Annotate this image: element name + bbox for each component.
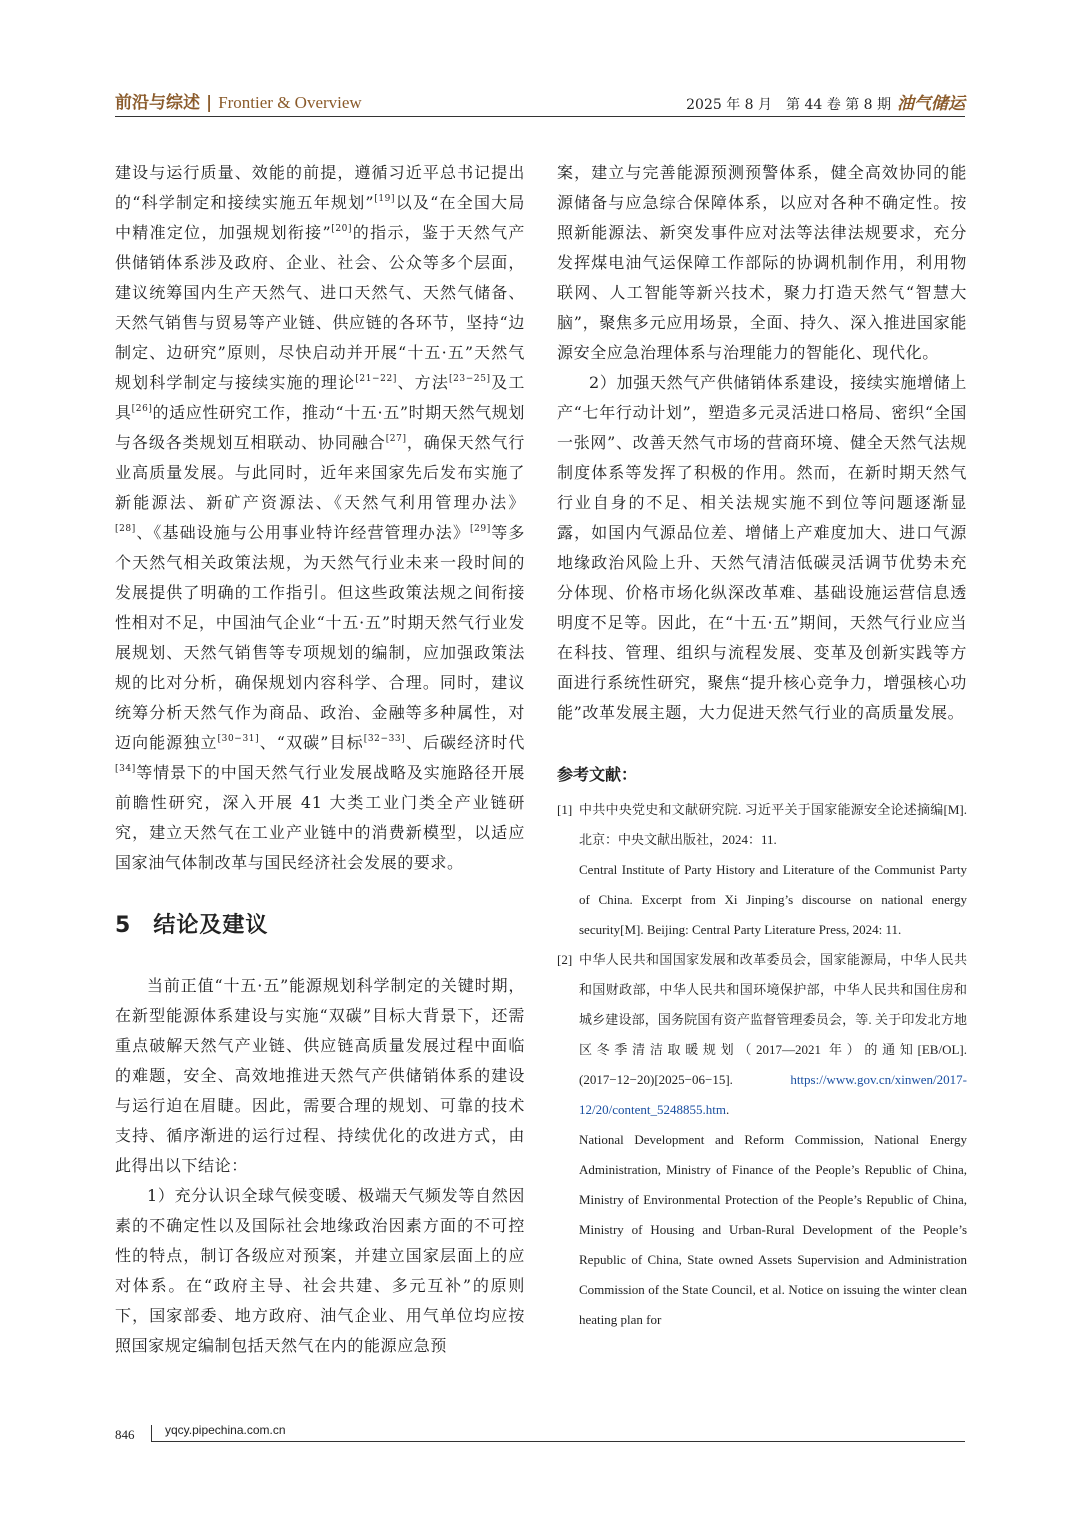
citation[interactable]: [20] xyxy=(331,224,353,234)
footer-divider xyxy=(151,1425,152,1441)
reference-text-cn: 中华人民共和国国家发展和改革委员会，国家能源局，中华人民共和国财政部，中华人民共和国环境保护部，中华人民共和国住房和城乡建设部，国务院国有资产监督管理委员会，等. 关于印发北方地区冬季清洁取暖规划（2017—2021 年）的通知[EB/OL]. (2017−12−20)[2025−06−15]. https://www.gov.cn/xinwen/2017-12/20/content_5248855.htm. xyxy=(579,952,967,1117)
reference-text-en: National Development and Reform Commission, National Energy Administration, Ministry of Finance of the People’s Republic of China, Ministry of Environmental Protection of the People’s Republic of China, Ministry of Housing and Urban-Rural Development of the People’s Republic of China, State owned Assets Supervision and Administration Commission of the State Council, et al. Notice on issuing the winter clean heating plan for xyxy=(579,1132,967,1327)
header-issue-info xyxy=(686,89,965,114)
journal-logo: 油气储运 xyxy=(897,94,965,114)
body-paragraph: 当前正值“十五·五”能源规划科学制定的关键时期，在新型能源体系建设与实施“双碳”目标大背景下，还需重点破解天然气产业链、供应链高质量发展过程中面临的难题，安全、高效地推进天然气产供储销体系的建设与运行迫在眉睫。因此，需要合理的规划、可靠的技术支持、循序渐进的运行过程、持续优化的改进方式，由此得出以下结论： xyxy=(115,976,525,1175)
body-paragraph: 建设与运行质量、效能的前提，遵循习近平总书记提出的“科学制定和接续实施五年规划”[19]以及“在全国大局中精准定位，加强规划衔接”[20]的指示，鉴于天然气产供储销体系涉及政府、企业、社会、公众等多个层面，建议统筹国内生产天然气、进口天然气、天然气储备、天然气销售与贸易等产业链、供应链的各环节，坚持“边制定、边研究”原则，尽快启动并开展“十五·五”天然气规划科学制定与接续实施的理论[21−22]、方法[23−25]及工具[26]的适应性研究工作，推动“十五·五”时期天然气规划与各级各类规划互相联动、协同融合[27]，确保天然气行业高质量发展。与此同时，近年来国家先后发布实施了新能源法、新矿产资源法、《天然气利用管理办法》[28]、《基础设施与公用事业特许经营管理办法》[29]等多个天然气相关政策法规，为天然气行业未来一段时间的发展提供了明确的工作指引。但这些政策法规之间衔接性相对不足，中国油气企业“十五·五”时期天然气行业发展规划、天然气销售等专项规划的编制，应加强政策法规的比对分析，确保规划内容科学、合理。同时，建议统筹分析天然气作为商品、政治、金融等多种属性，对迈向能源独立[30−31]、“双碳”目标[32−33]、后碳经济时代[34]等情景下的中国天然气行业发展战略及实施路径开展前瞻性研究，深入开展 41 大类工业门类全产业链研究，建立天然气在工业产业链中的消费新模型，以适应国家油气体制改革与国民经济社会发展的要求。 xyxy=(115,163,526,872)
citation[interactable]: [30−31] xyxy=(217,734,260,744)
citation[interactable]: [26] xyxy=(131,404,153,414)
section-name-cn: 前沿与综述 xyxy=(115,93,200,113)
reference-item xyxy=(557,795,967,945)
reference-number: [2] xyxy=(557,952,573,967)
citation[interactable]: [34] xyxy=(115,764,136,774)
body-paragraph: 2）加强天然气产供储销体系建设，接续实施增储上产“七年行动计划”，塑造多元灵活进口格局、密织“全国一张网”、改善天然气市场的营商环境、健全天然气法规制度体系等发挥了积极的作用。然而，在新时期天然气行业自身的不足、相关法规实施不到位等问题逐渐显露，如国内气源品位差、增储上产难度加大、进口气源地缘政治风险上升、天然气清洁低碳灵活调节优势未充分体现、价格市场化纵深改革难、基础设施运营信息透明度不足等。因此，在“十五·五”期间，天然气行业应当在科技、管理、组织与流程发展、变革及创新实践等方面进行系统性研究，聚焦“提升核心竞争力，增强核心功能”改革发展主题，大力促进天然气行业的高质量发展。 xyxy=(557,373,967,722)
section-title: 结论及建议 xyxy=(153,913,269,938)
citation[interactable]: [29] xyxy=(469,524,491,534)
citation[interactable]: [21−22] xyxy=(355,374,397,384)
right-column xyxy=(557,158,967,1335)
citation[interactable]: [27] xyxy=(385,434,407,444)
section-number: 5 xyxy=(115,913,132,938)
body-paragraph: 案，建立与完善能源预测预警体系，健全高效协同的能源储备与应急综合保障体系，以应对各种不确定性。按照新能源法、新突发事件应对法等法律法规要求，充分发挥煤电油气运保障工作部际的协调机制作用，利用物联网、人工智能等新兴技术，聚力打造天然气“智慧大脑”，聚焦多元应用场景，全面、持久、深入推进国家能源安全应急治理体系与治理能力的智能化、现代化。 xyxy=(557,163,967,362)
section-name-en: Frontier & Overview xyxy=(218,93,362,112)
header-section xyxy=(115,88,362,113)
reference-text-cn: 中共中央党史和文献研究院. 习近平关于国家能源安全论述摘编[M]. 北京：中央文献出版社，2024：11. xyxy=(579,802,967,847)
reference-text-en: Central Institute of Party History and Literature of the Communist Party of China. Excerpt from Xi Jinping’s discourse on national energy security[M]. Beijing: Central Party Literature Press, 2024: 11. xyxy=(579,862,967,937)
header-separator: | xyxy=(206,93,213,113)
issue-date-volume: 2025 年 8 月 第 44 卷 第 8 期 xyxy=(686,97,891,113)
left-column xyxy=(115,158,525,1361)
reference-item xyxy=(557,945,967,1335)
references-heading: 参考文献： xyxy=(557,765,638,784)
citation[interactable]: [32−33] xyxy=(363,734,406,744)
footer-rule xyxy=(151,1441,965,1442)
citation[interactable]: [23−25] xyxy=(449,374,491,384)
citation[interactable]: [28] xyxy=(115,524,136,534)
page-number: 846 xyxy=(115,1427,135,1442)
page-footer xyxy=(115,1423,965,1447)
reference-number: [1] xyxy=(557,802,573,817)
page-header xyxy=(115,86,965,117)
reference-link[interactable]: https://www.gov.cn/xinwen/2017-12/20/content_5248855.htm xyxy=(579,1072,967,1117)
citation[interactable]: [19] xyxy=(374,194,396,204)
body-paragraph: 1）充分认识全球气候变暖、极端天气频发等自然因素的不确定性以及国际社会地缘政治因素方面的不可控性的特点，制订各级应对预案，并建立国家层面上的应对体系。在“政府主导、社会共建、多元互补”的原则下，国家部委、地方政府、油气企业、用气单位均应按照国家规定编制包括天然气在内的能源应急预 xyxy=(115,1186,525,1355)
section-heading xyxy=(115,908,525,939)
journal-url[interactable]: yqcy.pipechina.com.cn xyxy=(165,1423,286,1437)
